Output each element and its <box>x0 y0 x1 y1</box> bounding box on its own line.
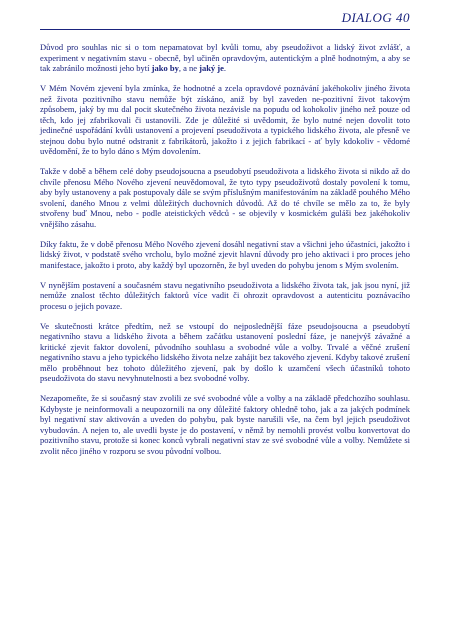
paragraph-5: V nynějším postavení a současném stavu negativního pseudoživota a lidského života tak, jak jsou nyní, již nemůže znalost těchto důležitých faktorů více vadit či ohrozit opravdovost a autenticitu poznávacího procesu o jejich povaze. <box>40 279 410 311</box>
page-title: DIALOG 40 <box>341 10 410 25</box>
paragraph-3: Takže v době a během celé doby pseudojsoucna a pseudobytí pseudoživota a lidského života si nikdo až do chvíle přenosu Mého Nového zjevení neuvědomoval, že tyto typy pseudoživotů dostaly povolení k tomu, aby byly ustanoveny a pak postupovaly dále se svým příslušným manifestováním na základě pouhého Mého svolení, daného Mnou z velmi důležitých duchovních důvodů. Až do té chvíle se mělo za to, že byly stvořeny buď Mnou, nebo - podle ateistických vědců - se objevily v kosmickém guláši bez jakéhokoliv vnějšího zásahu. <box>40 166 410 229</box>
bold-phrase: jaký je <box>199 63 224 73</box>
paragraph-1 <box>40 42 410 74</box>
paragraph-text: , a ne <box>178 63 200 73</box>
paragraph-text: Důvod pro souhlas nic si o tom nepamatovat byl kvůli tomu, aby pseudoživot a lidský život zvlášť, a experiment v negativním stavu - obecně, byl učiněn opravdovým, autentickým a plně hodnotným, a aby se tak zabránilo možnosti jeho bytí <box>40 42 410 73</box>
paragraph-7: Nezapomeňte, že si současný stav zvolili ze své svobodné vůle a volby a na základě předchozího souhlasu. Kdybyste je neinformovali a neupozornili na ony důležité faktory ohledně toho, jak a za jakých podmínek byl negativní stav aktivován a uveden do pohybu, pak byste narušili vše, na čem byl jejich pseudoživot vybudován. A nejen to, ale uvedli byste je do postavení, v němž by nemohli provést volbu konvertovat do pozitivního stavu, protože si konec konců vybrali negativní stav ze své svobodné vůle a volby. Nemůžete si zvolit něco jiného v rozporu se svou původní volbou. <box>40 393 410 456</box>
page-header <box>40 10 410 30</box>
paragraph-6: Ve skutečnosti krátce předtím, než se vstoupí do nejposlednější fáze pseudojsoucna a pseudobytí negativního stavu a lidského života a během začátku ustanovení poslední fáze, je nanejvýš závažné a kritické zjevit faktor dovolení, původního souhlasu a svobodné vůle a volby. Trvalé a věčné zrušení negativního stavu a jeho typického lidského života nelze zahájit bez takového zjevení. Kdyby takové zrušení mělo proběhnout bez tohoto důležitého zjevení, pak by došlo k uzamčení všech účastníků tohoto pseudoživota do stavu nevyhnutelnosti a bez svobodné volby. <box>40 320 410 383</box>
paragraph-4: Díky faktu, že v době přenosu Mého Nového zjevení dosáhl negativní stav a všichni jeho účastníci, jakožto i lidský život, v podstatě svého vrcholu, bylo možné zjevit hlavní důvody pro jeho aktivaci i pro proces jeho manifestace, jakožto i proto, aby každý byl upozorněn, že byl uveden do pohybu jenom s Mým svolením. <box>40 238 410 270</box>
paragraph-text: . <box>223 63 227 73</box>
bold-phrase: jako by <box>151 63 179 73</box>
header-divider <box>40 29 410 30</box>
document-body <box>40 42 410 466</box>
paragraph-2: V Mém Novém zjevení byla zmínka, že hodnotné a zcela opravdové poznávání jakéhokoliv jiného života než života pozitivního stavu nemůže být získáno, aniž by byl zaveden ne-pozitivní život takovým způsobem, jaký by mu dal pocit skutečného života nezávisle na popudu od kohokoliv jiného než pouze od těch, kdo jej zfabrikovali či ustanovili. Zde je důležité si uvědomit, že bylo nutné nejen dovolit toto jedinečné uspořádání kvůli ustanovení a projevení pseudoživota a typického lidského života, ale přesně ve stejnou dobu bylo nutné odstranit z fabrikátorů, jakožto i z jejich fabrikací - ať byly kdokoliv - vědomé uvědomění, že to bylo dáno s Mým dovolením. <box>40 83 410 156</box>
